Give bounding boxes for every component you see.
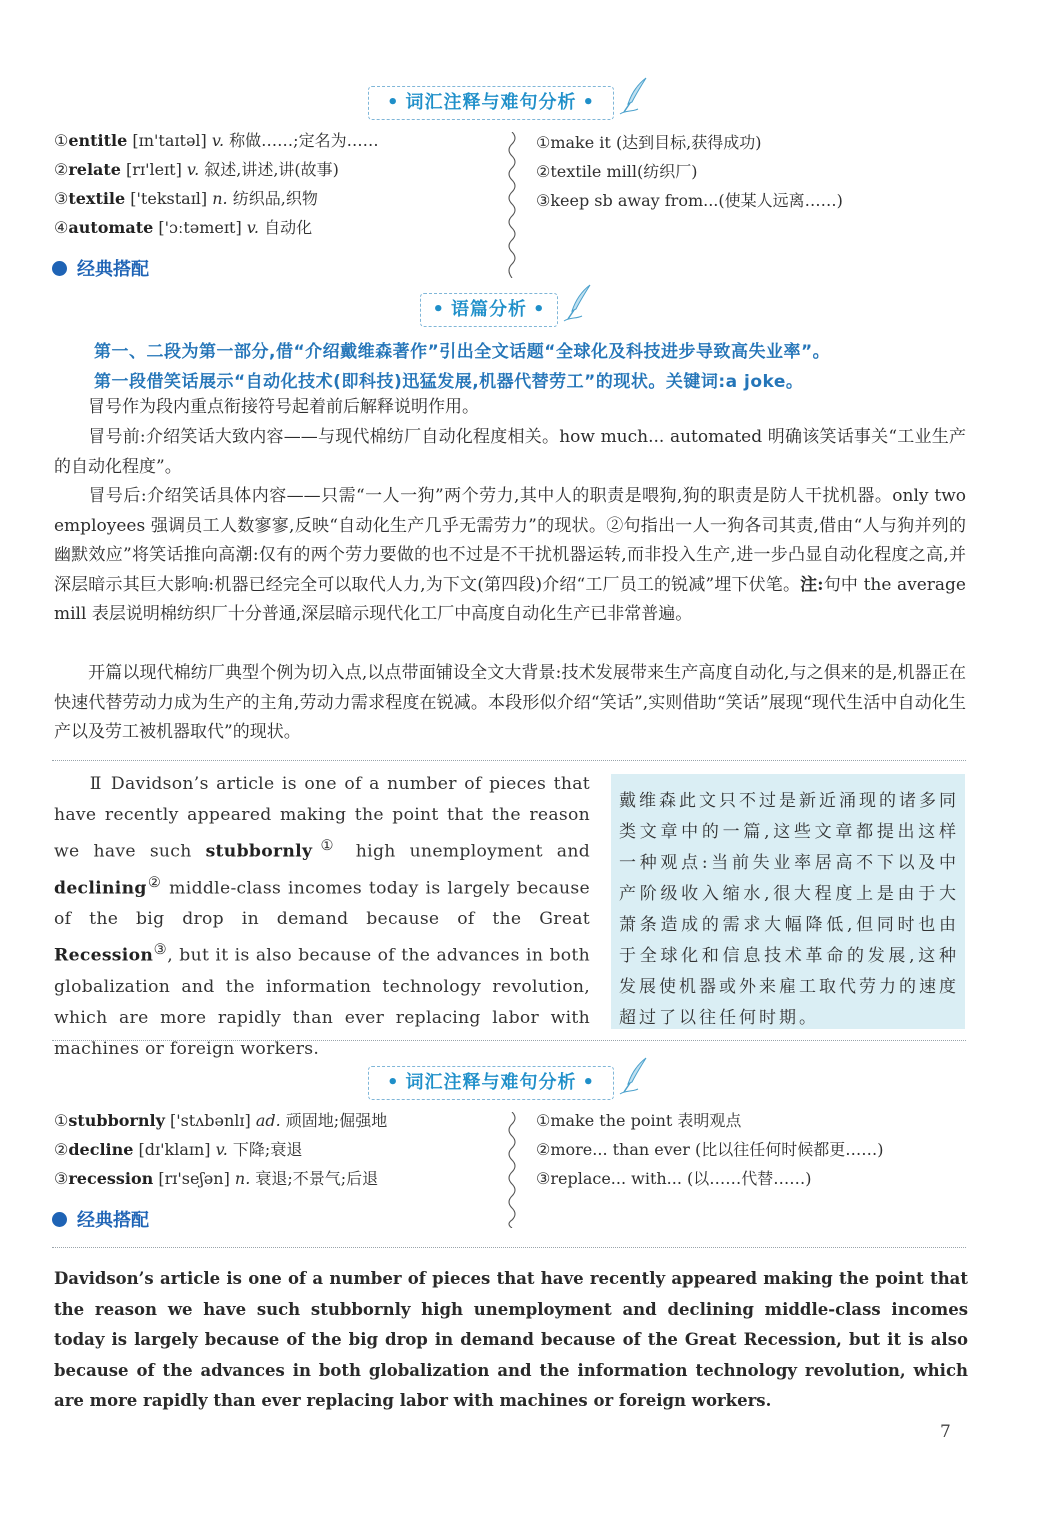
section-title-text: 语篇分析 <box>451 299 527 320</box>
phrase-item: ①make it (达到目标,获得成功) <box>536 133 762 152</box>
dotted-divider <box>52 1247 966 1248</box>
page-number: 7 <box>940 1422 951 1442</box>
collocation-label: 经典搭配 <box>52 255 149 281</box>
vocab-item: ③textile ['tekstaɪl] n. 纺织品,织物 <box>54 189 318 208</box>
vocab-item: ④automate ['ɔːtəmeɪt] v. 自动化 <box>54 218 313 237</box>
quill-pen-icon <box>618 1056 652 1096</box>
section-title-vocab-1 <box>0 86 1051 122</box>
section-title-box: • 词汇注释与难句分析 • <box>368 86 614 120</box>
phrase-item: ②textile mill(纺织厂) <box>536 162 698 181</box>
vocab-item: ①stubbornly ['stʌbənlɪ] ad. 顽固地;倔强地 <box>54 1111 388 1130</box>
analysis-paragraph: 冒号后:介绍笑话具体内容——只需“一人一狗”两个劳力,其中人的职责是喂狗,狗的职责是防人干扰机器。only two employees 强调员工人数寥寥,反映“自动化生产几乎无需劳力”的现状。②句指出一人一狗各司其责,借由“人与狗并列的幽默效应”将笑话推向高潮:仅有的两个劳力要做的也不过是不干扰机器运转,而非投入生产,进一步凸显自动化程度之高,并深层暗示其巨大影响:机器已经完全可以取代人力,为下文(第四段)介绍“工厂员工的锐减”埋下伏笔。注:句中 the average mill 表层说明棉纺织厂十分普通,深层暗示现代化工厂中高度自动化生产已非常普遍。 <box>54 486 966 624</box>
quill-pen-icon <box>562 283 596 323</box>
passage-translation: 戴维森此文只不过是新近涌现的诸多同类文章中的一篇,这些文章都提出这样一种观点:当前失业率居高不下以及中产阶级收入缩水,很大程度上是由于大萧条造成的需求大幅降低,但同时也由于全球化和信息技术革命的发展,这种发展使机器或外来雇工取代劳力的速度超过了以往任何时期。 <box>619 791 959 1028</box>
quill-pen-icon <box>618 76 652 116</box>
section-title-text: 词汇注释与难句分析 <box>405 1072 577 1093</box>
collocation-label: 经典搭配 <box>52 1206 149 1232</box>
analysis-paragraph: 冒号前:介绍笑话大致内容——与现代棉纺厂自动化程度相关。how much... automated 明确该笑话事关“工业生产的自动化程度”。 <box>54 427 966 477</box>
phrase-item: ③keep sb away from...(使某人远离……) <box>536 191 843 210</box>
bullet-dot-icon <box>52 261 67 276</box>
section-title-box: • 词汇注释与难句分析 • <box>368 1066 614 1100</box>
vocab-item: ②relate [rɪ'leɪt] v. 叙述,讲述,讲(故事) <box>54 160 339 179</box>
section-title-vocab-2 <box>0 1066 1051 1102</box>
vocab-item: ②decline [dɪ'klaɪn] v. 下降;衰退 <box>54 1140 303 1159</box>
analysis-highlight: 第一段借笑话展示“自动化技术(即科技)迅猛发展,机器代替劳工”的现状。关键词:a joke。 <box>94 372 804 392</box>
wavy-divider <box>506 1112 518 1228</box>
phrase-item: ①make the point 表明观点 <box>536 1111 742 1130</box>
bullet-dot-icon <box>52 1212 67 1227</box>
passage-translation-box <box>611 774 965 1029</box>
analysis-highlight: 第一、二段为第一部分,借“介绍戴维森著作”引出全文话题“全球化及科技进步导致高失业率”。 <box>94 342 831 362</box>
analysis-paragraph: 冒号作为段内重点衔接符号起着前后解释说明作用。 <box>88 397 479 417</box>
vocab-item: ③recession [rɪ'seʃən] n. 衰退;不景气;后退 <box>54 1169 379 1188</box>
section-title-discourse <box>0 293 1051 329</box>
dotted-divider <box>52 1040 966 1041</box>
phrase-item: ③replace... with... (以……代替……) <box>536 1169 812 1188</box>
wavy-divider <box>506 132 518 278</box>
dotted-divider <box>52 760 966 761</box>
analysis-paragraph: 开篇以现代棉纺厂典型个例为切入点,以点带面铺设全文大背景:技术发展带来生产高度自动化,与之俱来的是,机器正在快速代替劳动力成为生产的主角,劳动力需求程度在锐减。本段形似介绍“笑话”,实则借助“笑话”展现“现代生活中自动化生产以及劳工被机器取代”的现状。 <box>54 663 966 742</box>
phrase-item: ②more... than ever (比以往任何时候都更……) <box>536 1140 884 1159</box>
vocab-item: ①entitle [ɪn'taɪtəl] v. 称做……;定名为…… <box>54 131 379 150</box>
section-title-box: • 语篇分析 • <box>420 293 558 327</box>
key-sentence: Davidson’s article is one of a number of pieces that have recently appeared making the point that the reason we have such stubbornly high unemployment and declining middle-class incomes today is largely because of the big drop in demand because of the Great Recession, but it is also because of the advances in both globalization and the information technology revolution, which are more rapidly than ever replacing labor with machines or foreign workers. <box>54 1269 968 1410</box>
passage-english: Ⅱ Davidson’s article is one of a number of pieces that have recently appeared making the point that the reason we have such stubbornly① high unemployment and declining② middle-class incomes today is largely because of the big drop in demand because of the Great Recession③, but it is also because of the advances in both globalization and the information technology revolution, which are more rapidly than ever replacing labor with machines or foreign workers. <box>54 774 590 1060</box>
section-title-text: 词汇注释与难句分析 <box>405 92 577 113</box>
